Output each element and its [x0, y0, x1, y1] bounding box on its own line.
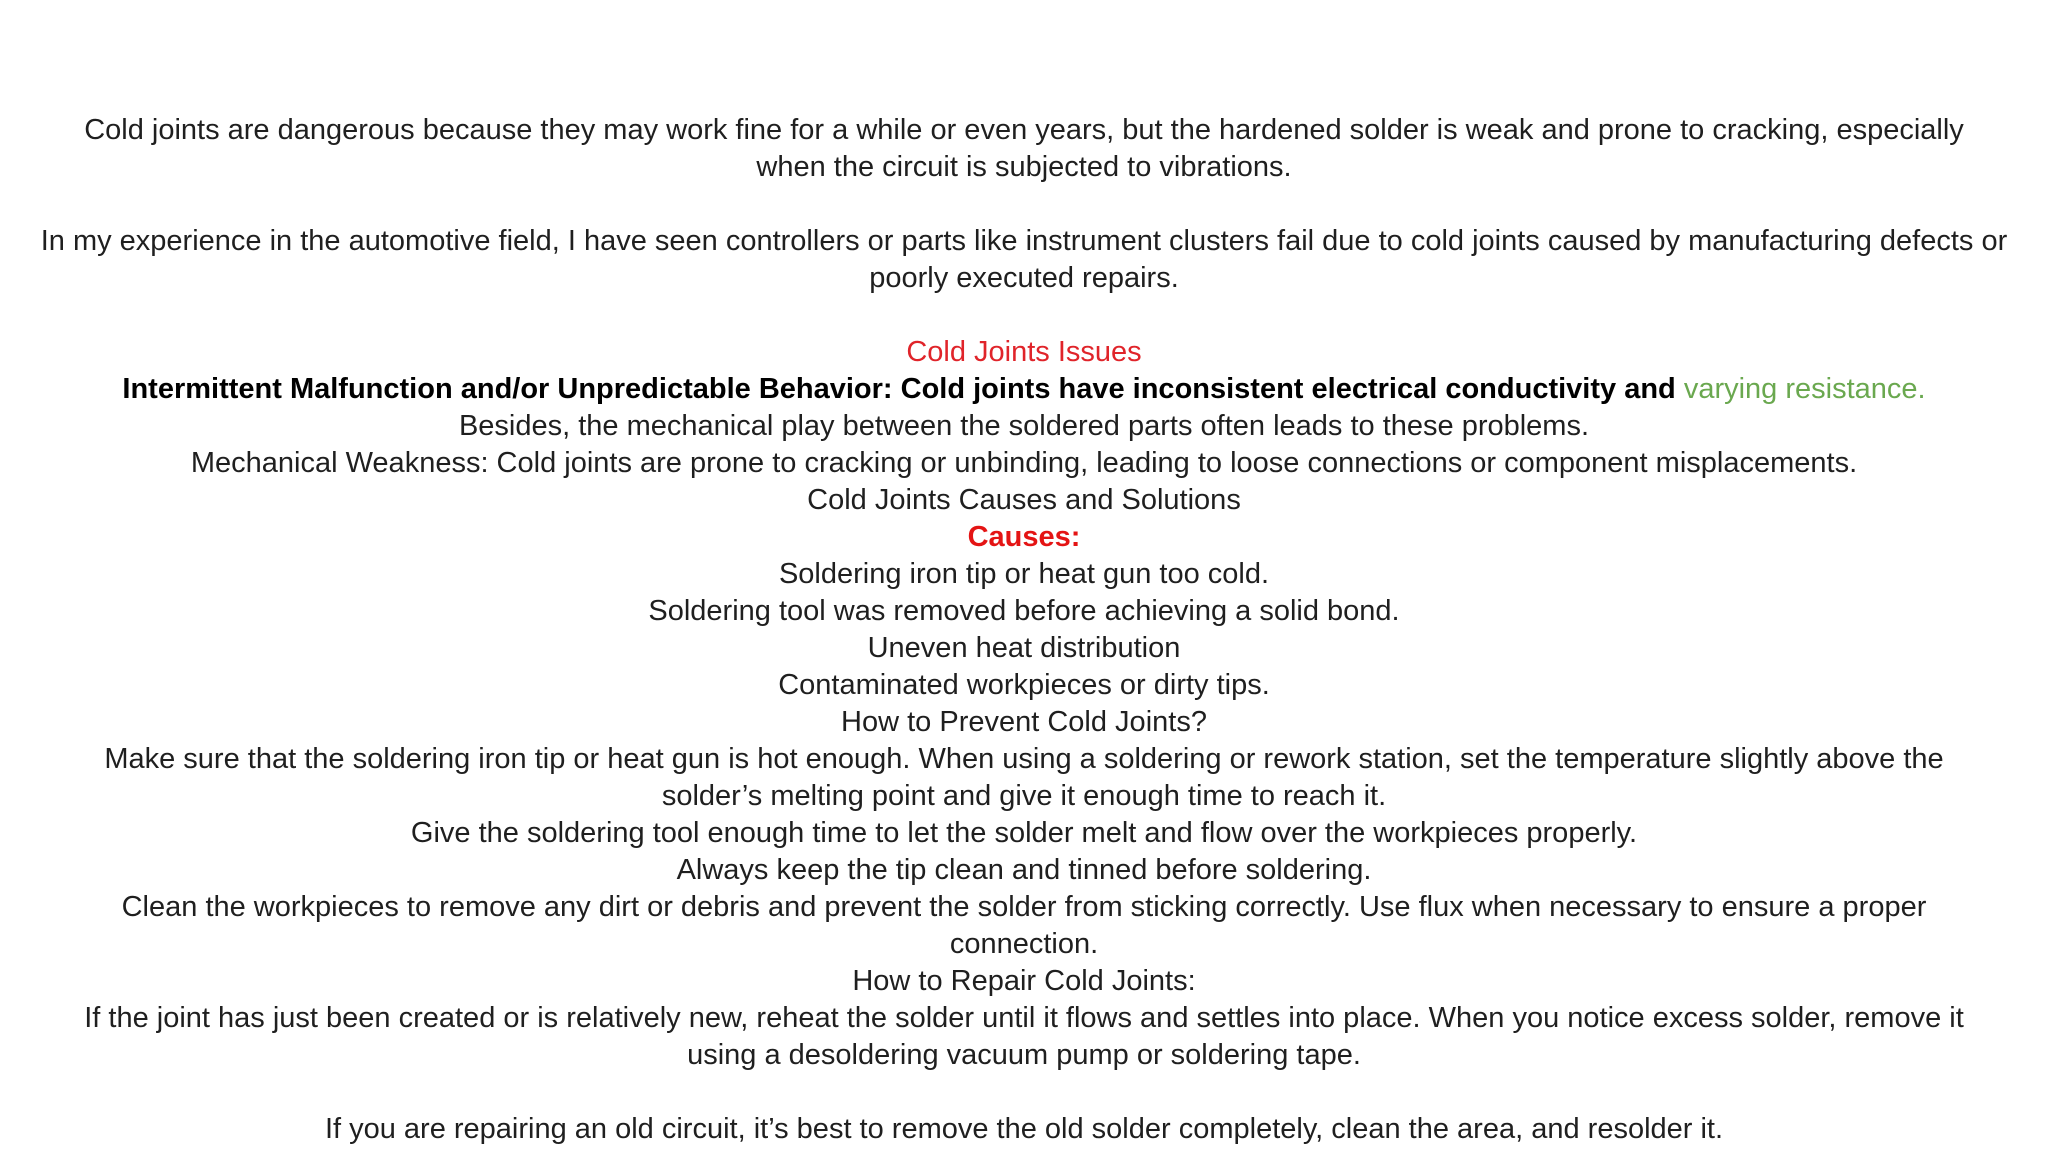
- cause-item: Contaminated workpieces or dirty tips.: [778, 669, 1270, 701]
- causes-solutions-heading: Cold Joints Causes and Solutions: [807, 484, 1241, 516]
- repair-heading: How to Repair Cold Joints:: [852, 965, 1196, 997]
- slide-body: [30, 112, 2018, 1148]
- spacer: [30, 297, 2018, 334]
- prevent-item: Give the soldering tool enough time to let the solder melt and flow over the workpieces properly.: [410, 817, 1638, 849]
- issue-mechanical-weakness: Mechanical Weakness: Cold joints are prone to cracking or unbinding, leading to loose connections or component misplacements.: [190, 447, 1858, 479]
- prevent-item: Always keep the tip clean and tinned before soldering.: [676, 854, 1372, 886]
- cause-item: Uneven heat distribution: [867, 632, 1181, 664]
- spacer: [30, 1074, 2018, 1111]
- intro-paragraph-2: In my experience in the automotive field, I have seen controllers or parts like instrument clusters fail due to cold joints caused by manufacturing defects or poorly executed repairs.: [40, 225, 2008, 294]
- repair-paragraph-1: If the joint has just been created or is relatively new, reheat the solder until it flows and settles into place. When you notice excess solder, remove it using a desoldering vacuum pump or soldering tape.: [84, 1002, 1964, 1071]
- issues-heading: Cold Joints Issues: [906, 336, 1142, 368]
- prevent-item: Make sure that the soldering iron tip or heat gun is hot enough. When using a soldering or rework station, set the temperature slightly above the solder’s melting point and give it enough time to reach it.: [104, 743, 1944, 812]
- causes-heading: Causes:: [967, 521, 1081, 553]
- intro-paragraph-1: Cold joints are dangerous because they may work fine for a while or even years, but the hardened solder is weak and prone to cracking, especially when the circuit is subjected to vibrations.: [84, 114, 1964, 183]
- cause-item: Soldering tool was removed before achieving a solid bond.: [648, 595, 1400, 627]
- cause-item: Soldering iron tip or heat gun too cold.: [778, 558, 1270, 590]
- prevent-item: Clean the workpieces to remove any dirt or debris and prevent the solder from sticking correctly. Use flux when necessary to ensure a proper connection.: [121, 891, 1927, 960]
- issue-intermittent: [30, 371, 2018, 408]
- repair-paragraph-2: If you are repairing an old circuit, it’s best to remove the old solder completely, clean the area, and resolder it.: [324, 1113, 1724, 1145]
- prevent-heading: How to Prevent Cold Joints?: [841, 706, 1207, 738]
- varying-resistance-highlight: varying resistance.: [1683, 373, 1926, 405]
- issue-intermittent-bold: Intermittent Malfunction and/or Unpredictable Behavior: Cold joints have inconsistent electrical conductivity and: [122, 373, 1684, 405]
- spacer: [30, 186, 2018, 223]
- issue-intermittent-cont: Besides, the mechanical play between the soldered parts often leads to these problems.: [458, 410, 1590, 442]
